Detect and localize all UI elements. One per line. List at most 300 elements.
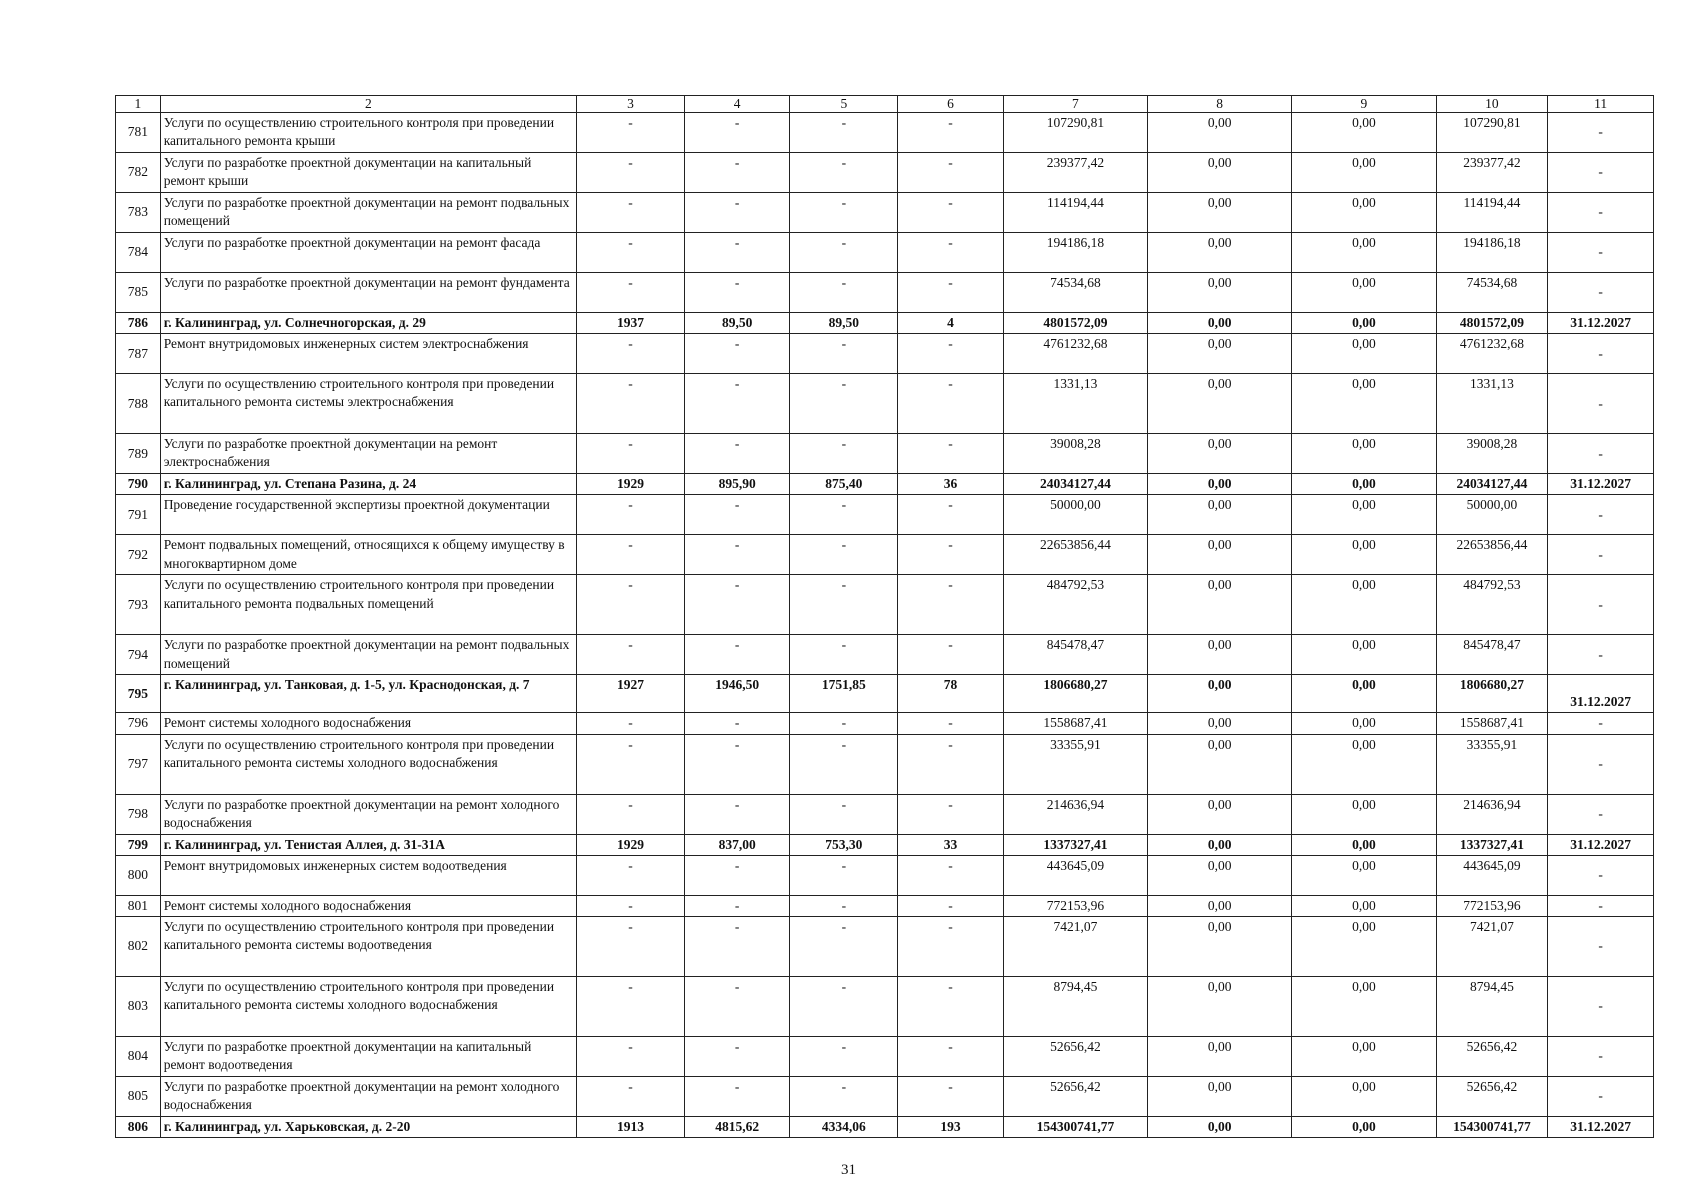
cell-c6: - <box>898 635 1004 675</box>
cell-c6: - <box>898 374 1004 434</box>
cell-c3: - <box>577 895 685 916</box>
cell-c10: 52656,42 <box>1436 1037 1548 1077</box>
cell-c8: 0,00 <box>1148 535 1292 575</box>
deadline-date: 31.12.2027 <box>1548 834 1654 855</box>
cell-c4: - <box>684 1037 790 1077</box>
row-number: 802 <box>116 917 161 977</box>
cell-c7: 22653856,44 <box>1003 535 1147 575</box>
cell-c11: - <box>1548 635 1654 675</box>
cell-c6: - <box>898 734 1004 794</box>
cell-c10: 239377,42 <box>1436 153 1548 193</box>
cell-c5: - <box>790 1037 898 1077</box>
address-cell: г. Калининград, ул. Степана Разина, д. 24 <box>160 474 576 495</box>
column-header: 1 <box>116 96 161 113</box>
cell-c4: - <box>684 535 790 575</box>
cell-c7: 194186,18 <box>1003 233 1147 273</box>
cell-c3: - <box>577 334 685 374</box>
cell-c3: - <box>577 635 685 675</box>
work-description: Услуги по осуществлению строительного контроля при проведении капитального ремонта подвальных помещений <box>160 575 576 635</box>
cell-c10: 24034127,44 <box>1436 474 1548 495</box>
cell-c3: - <box>577 434 685 474</box>
row-number: 781 <box>116 113 161 153</box>
cell-c9: 0,00 <box>1292 1077 1436 1117</box>
work-description: Услуги по разработке проектной документации на капитальный ремонт крыши <box>160 153 576 193</box>
cell-c10: 39008,28 <box>1436 434 1548 474</box>
cell-c10: 1806680,27 <box>1436 675 1548 713</box>
deadline-date: 31.12.2027 <box>1548 1117 1654 1138</box>
address-cell: г. Калининград, ул. Солнечногорская, д. 29 <box>160 313 576 334</box>
cell-c6: - <box>898 1037 1004 1077</box>
table-body <box>116 113 1654 1138</box>
cell-c6: - <box>898 193 1004 233</box>
cell-c11: - <box>1548 794 1654 834</box>
cell-c8: 0,00 <box>1148 675 1292 713</box>
cell-c4: - <box>684 635 790 675</box>
cell-c6: - <box>898 575 1004 635</box>
cell-c7: 239377,42 <box>1003 153 1147 193</box>
cell-c4: - <box>684 917 790 977</box>
cell-c10: 1558687,41 <box>1436 713 1548 734</box>
cell-c11: - <box>1548 434 1654 474</box>
cell-c3: - <box>577 113 685 153</box>
cell-c9: 0,00 <box>1292 273 1436 313</box>
cell-c6: - <box>898 794 1004 834</box>
cell-c3: 1913 <box>577 1117 685 1138</box>
cell-c3: - <box>577 153 685 193</box>
cell-c10: 74534,68 <box>1436 273 1548 313</box>
table-row <box>116 794 1654 834</box>
cell-c6: - <box>898 273 1004 313</box>
cell-c9: 0,00 <box>1292 977 1436 1037</box>
cell-c3: - <box>577 1077 685 1117</box>
cell-c8: 0,00 <box>1148 1077 1292 1117</box>
cell-c9: 0,00 <box>1292 334 1436 374</box>
cell-c8: 0,00 <box>1148 917 1292 977</box>
cell-c4: - <box>684 855 790 895</box>
cell-c7: 845478,47 <box>1003 635 1147 675</box>
cell-c9: 0,00 <box>1292 575 1436 635</box>
work-description: Ремонт внутридомовых инженерных систем водоотведения <box>160 855 576 895</box>
cell-c4: - <box>684 495 790 535</box>
cell-c5: - <box>790 535 898 575</box>
cell-c5: - <box>790 917 898 977</box>
cell-c11: - <box>1548 535 1654 575</box>
cell-c10: 114194,44 <box>1436 193 1548 233</box>
column-header: 2 <box>160 96 576 113</box>
cell-c7: 52656,42 <box>1003 1037 1147 1077</box>
cell-c8: 0,00 <box>1148 635 1292 675</box>
cell-c4: 4815,62 <box>684 1117 790 1138</box>
cell-c8: 0,00 <box>1148 193 1292 233</box>
cell-c11: - <box>1548 153 1654 193</box>
table-row <box>116 535 1654 575</box>
work-description: Услуги по осуществлению строительного контроля при проведении капитального ремонта системы электроснабжения <box>160 374 576 434</box>
work-description: Услуги по осуществлению строительного контроля при проведении капитального ремонта системы холодного водоснабжения <box>160 734 576 794</box>
cell-c9: 0,00 <box>1292 734 1436 794</box>
column-header: 11 <box>1548 96 1654 113</box>
table-row-address <box>116 834 1654 855</box>
cell-c6: - <box>898 713 1004 734</box>
work-description: Услуги по разработке проектной документации на ремонт подвальных помещений <box>160 193 576 233</box>
cell-c5: - <box>790 113 898 153</box>
cell-c9: 0,00 <box>1292 113 1436 153</box>
work-description: Услуги по осуществлению строительного контроля при проведении капитального ремонта системы водоотведения <box>160 917 576 977</box>
cell-c10: 1331,13 <box>1436 374 1548 434</box>
work-description: Ремонт системы холодного водоснабжения <box>160 713 576 734</box>
row-number: 786 <box>116 313 161 334</box>
cell-c5: - <box>790 193 898 233</box>
cell-c5: - <box>790 495 898 535</box>
cell-c11: - <box>1548 575 1654 635</box>
work-description: Услуги по осуществлению строительного контроля при проведении капитального ремонта системы холодного водоснабжения <box>160 977 576 1037</box>
cell-c5: - <box>790 153 898 193</box>
cell-c7: 39008,28 <box>1003 434 1147 474</box>
cell-c4: 89,50 <box>684 313 790 334</box>
cell-c4: - <box>684 895 790 916</box>
cell-c9: 0,00 <box>1292 635 1436 675</box>
cell-c7: 772153,96 <box>1003 895 1147 916</box>
cell-c5: - <box>790 977 898 1037</box>
column-header: 6 <box>898 96 1004 113</box>
cell-c10: 1337327,41 <box>1436 834 1548 855</box>
cell-c6: 33 <box>898 834 1004 855</box>
cell-c10: 772153,96 <box>1436 895 1548 916</box>
work-description: Проведение государственной экспертизы проектной документации <box>160 495 576 535</box>
cell-c11: - <box>1548 374 1654 434</box>
cell-c4: - <box>684 153 790 193</box>
cell-c3: - <box>577 575 685 635</box>
table-row <box>116 495 1654 535</box>
cell-c11: - <box>1548 917 1654 977</box>
row-number: 782 <box>116 153 161 193</box>
cell-c4: - <box>684 273 790 313</box>
cell-c8: 0,00 <box>1148 794 1292 834</box>
cell-c7: 50000,00 <box>1003 495 1147 535</box>
cell-c3: 1937 <box>577 313 685 334</box>
work-description: Услуги по разработке проектной документации на ремонт электроснабжения <box>160 434 576 474</box>
cell-c4: - <box>684 374 790 434</box>
header-row <box>116 96 1654 113</box>
cell-c11: - <box>1548 193 1654 233</box>
row-number: 793 <box>116 575 161 635</box>
deadline-date: 31.12.2027 <box>1548 313 1654 334</box>
cell-c7: 52656,42 <box>1003 1077 1147 1117</box>
column-header: 7 <box>1003 96 1147 113</box>
cell-c9: 0,00 <box>1292 434 1436 474</box>
cell-c8: 0,00 <box>1148 273 1292 313</box>
cell-c5: - <box>790 635 898 675</box>
table-row <box>116 193 1654 233</box>
row-number: 806 <box>116 1117 161 1138</box>
cell-c4: - <box>684 977 790 1037</box>
cell-c3: - <box>577 233 685 273</box>
row-number: 803 <box>116 977 161 1037</box>
row-number: 801 <box>116 895 161 916</box>
cell-c8: 0,00 <box>1148 713 1292 734</box>
table-row <box>116 977 1654 1037</box>
cell-c9: 0,00 <box>1292 917 1436 977</box>
cell-c6: - <box>898 895 1004 916</box>
table-row <box>116 434 1654 474</box>
cell-c5: - <box>790 273 898 313</box>
page-number: 31 <box>841 1162 856 1178</box>
cell-c7: 1331,13 <box>1003 374 1147 434</box>
column-header: 10 <box>1436 96 1548 113</box>
cell-c8: 0,00 <box>1148 334 1292 374</box>
deadline-date: 31.12.2027 <box>1548 675 1654 713</box>
row-number: 804 <box>116 1037 161 1077</box>
cell-c8: 0,00 <box>1148 313 1292 334</box>
table-row <box>116 917 1654 977</box>
table-row <box>116 1077 1654 1117</box>
cell-c10: 443645,09 <box>1436 855 1548 895</box>
cell-c10: 845478,47 <box>1436 635 1548 675</box>
address-cell: г. Калининград, ул. Тенистая Аллея, д. 31-31А <box>160 834 576 855</box>
cell-c7: 7421,07 <box>1003 917 1147 977</box>
cell-c4: - <box>684 794 790 834</box>
cell-c3: - <box>577 734 685 794</box>
row-number: 791 <box>116 495 161 535</box>
cell-c3: - <box>577 193 685 233</box>
table-row-address <box>116 474 1654 495</box>
cell-c4: 895,90 <box>684 474 790 495</box>
cell-c6: 193 <box>898 1117 1004 1138</box>
cell-c9: 0,00 <box>1292 193 1436 233</box>
cell-c11: - <box>1548 495 1654 535</box>
cell-c7: 24034127,44 <box>1003 474 1147 495</box>
cell-c9: 0,00 <box>1292 834 1436 855</box>
row-number: 789 <box>116 434 161 474</box>
cell-c9: 0,00 <box>1292 794 1436 834</box>
table-row <box>116 233 1654 273</box>
cell-c7: 1558687,41 <box>1003 713 1147 734</box>
cell-c5: - <box>790 233 898 273</box>
cell-c8: 0,00 <box>1148 895 1292 916</box>
table-row-address <box>116 675 1654 713</box>
cell-c11: - <box>1548 734 1654 794</box>
cell-c7: 74534,68 <box>1003 273 1147 313</box>
cell-c7: 484792,53 <box>1003 575 1147 635</box>
table-row <box>116 273 1654 313</box>
cell-c3: 1927 <box>577 675 685 713</box>
cell-c5: 1751,85 <box>790 675 898 713</box>
row-number: 790 <box>116 474 161 495</box>
cell-c3: 1929 <box>577 474 685 495</box>
cell-c11: - <box>1548 713 1654 734</box>
cell-c9: 0,00 <box>1292 713 1436 734</box>
cell-c3: - <box>577 855 685 895</box>
cell-c8: 0,00 <box>1148 1037 1292 1077</box>
row-number: 783 <box>116 193 161 233</box>
column-header: 5 <box>790 96 898 113</box>
cell-c10: 4801572,09 <box>1436 313 1548 334</box>
row-number: 787 <box>116 334 161 374</box>
table-row <box>116 575 1654 635</box>
table-row <box>116 1037 1654 1077</box>
table-row <box>116 635 1654 675</box>
cell-c8: 0,00 <box>1148 113 1292 153</box>
row-number: 784 <box>116 233 161 273</box>
cell-c3: - <box>577 273 685 313</box>
cell-c8: 0,00 <box>1148 834 1292 855</box>
cell-c5: - <box>790 734 898 794</box>
work-description: Услуги по разработке проектной документации на ремонт фундамента <box>160 273 576 313</box>
row-number: 796 <box>116 713 161 734</box>
cell-c4: - <box>684 575 790 635</box>
cell-c3: - <box>577 535 685 575</box>
cell-c9: 0,00 <box>1292 855 1436 895</box>
column-header: 9 <box>1292 96 1436 113</box>
work-description: Услуги по разработке проектной документации на капитальный ремонт водоотведения <box>160 1037 576 1077</box>
cell-c7: 4761232,68 <box>1003 334 1147 374</box>
cell-c4: - <box>684 233 790 273</box>
cell-c5: 89,50 <box>790 313 898 334</box>
cell-c6: - <box>898 1077 1004 1117</box>
address-cell: г. Калининград, ул. Харьковская, д. 2-20 <box>160 1117 576 1138</box>
work-description: Услуги по разработке проектной документации на ремонт фасада <box>160 233 576 273</box>
cell-c6: 78 <box>898 675 1004 713</box>
cell-c5: - <box>790 1077 898 1117</box>
cell-c7: 107290,81 <box>1003 113 1147 153</box>
work-description: Услуги по разработке проектной документации на ремонт холодного водоснабжения <box>160 1077 576 1117</box>
cell-c11: - <box>1548 895 1654 916</box>
column-header: 3 <box>577 96 685 113</box>
table-row <box>116 374 1654 434</box>
cell-c4: - <box>684 113 790 153</box>
cell-c10: 154300741,77 <box>1436 1117 1548 1138</box>
cell-c9: 0,00 <box>1292 233 1436 273</box>
row-number: 799 <box>116 834 161 855</box>
cell-c7: 4801572,09 <box>1003 313 1147 334</box>
cell-c6: - <box>898 495 1004 535</box>
row-number: 795 <box>116 675 161 713</box>
cell-c5: 4334,06 <box>790 1117 898 1138</box>
cell-c8: 0,00 <box>1148 474 1292 495</box>
cell-c10: 107290,81 <box>1436 113 1548 153</box>
row-number: 805 <box>116 1077 161 1117</box>
cell-c3: - <box>577 713 685 734</box>
cell-c6: - <box>898 855 1004 895</box>
cell-c6: - <box>898 334 1004 374</box>
row-number: 800 <box>116 855 161 895</box>
cell-c10: 4761232,68 <box>1436 334 1548 374</box>
work-description: Ремонт подвальных помещений, относящихся к общему имуществу в многоквартирном доме <box>160 535 576 575</box>
cell-c7: 154300741,77 <box>1003 1117 1147 1138</box>
cell-c11: - <box>1548 1077 1654 1117</box>
table-row <box>116 113 1654 153</box>
cell-c7: 114194,44 <box>1003 193 1147 233</box>
cell-c9: 0,00 <box>1292 895 1436 916</box>
cell-c8: 0,00 <box>1148 575 1292 635</box>
table-row <box>116 153 1654 193</box>
column-header: 8 <box>1148 96 1292 113</box>
deadline-date: 31.12.2027 <box>1548 474 1654 495</box>
cell-c10: 214636,94 <box>1436 794 1548 834</box>
row-number: 792 <box>116 535 161 575</box>
cell-c6: - <box>898 535 1004 575</box>
cell-c6: 36 <box>898 474 1004 495</box>
table-row <box>116 855 1654 895</box>
cell-c4: - <box>684 193 790 233</box>
cell-c6: - <box>898 233 1004 273</box>
cell-c10: 8794,45 <box>1436 977 1548 1037</box>
work-description: Услуги по осуществлению строительного контроля при проведении капитального ремонта крыши <box>160 113 576 153</box>
work-description: Ремонт внутридомовых инженерных систем электроснабжения <box>160 334 576 374</box>
column-header: 4 <box>684 96 790 113</box>
cell-c10: 33355,91 <box>1436 734 1548 794</box>
cell-c8: 0,00 <box>1148 977 1292 1037</box>
cell-c4: - <box>684 1077 790 1117</box>
cell-c10: 50000,00 <box>1436 495 1548 535</box>
cell-c8: 0,00 <box>1148 734 1292 794</box>
cell-c4: 837,00 <box>684 834 790 855</box>
cell-c7: 1337327,41 <box>1003 834 1147 855</box>
work-description: Услуги по разработке проектной документации на ремонт холодного водоснабжения <box>160 794 576 834</box>
table-row <box>116 713 1654 734</box>
cell-c3: - <box>577 495 685 535</box>
table-row-address <box>116 1117 1654 1138</box>
cell-c5: 875,40 <box>790 474 898 495</box>
cell-c6: 4 <box>898 313 1004 334</box>
cell-c10: 22653856,44 <box>1436 535 1548 575</box>
cell-c5: - <box>790 855 898 895</box>
cell-c11: - <box>1548 1037 1654 1077</box>
cell-c6: - <box>898 153 1004 193</box>
cell-c9: 0,00 <box>1292 1037 1436 1077</box>
data-table-wrapper <box>115 95 1654 1138</box>
cell-c3: - <box>577 374 685 434</box>
cell-c9: 0,00 <box>1292 474 1436 495</box>
row-number: 788 <box>116 374 161 434</box>
cell-c11: - <box>1548 855 1654 895</box>
cell-c5: - <box>790 374 898 434</box>
cell-c11: - <box>1548 113 1654 153</box>
table-row <box>116 334 1654 374</box>
cell-c4: - <box>684 334 790 374</box>
cell-c4: 1946,50 <box>684 675 790 713</box>
cell-c11: - <box>1548 977 1654 1037</box>
cell-c5: 753,30 <box>790 834 898 855</box>
cell-c8: 0,00 <box>1148 374 1292 434</box>
cell-c5: - <box>790 794 898 834</box>
table-row <box>116 734 1654 794</box>
data-table <box>115 95 1654 1138</box>
row-number: 797 <box>116 734 161 794</box>
cell-c10: 52656,42 <box>1436 1077 1548 1117</box>
cell-c5: - <box>790 334 898 374</box>
address-cell: г. Калининград, ул. Танковая, д. 1-5, ул. Краснодонская, д. 7 <box>160 675 576 713</box>
cell-c8: 0,00 <box>1148 1117 1292 1138</box>
cell-c6: - <box>898 917 1004 977</box>
cell-c10: 194186,18 <box>1436 233 1548 273</box>
cell-c5: - <box>790 575 898 635</box>
cell-c9: 0,00 <box>1292 374 1436 434</box>
row-number: 794 <box>116 635 161 675</box>
cell-c6: - <box>898 434 1004 474</box>
cell-c4: - <box>684 734 790 794</box>
cell-c8: 0,00 <box>1148 434 1292 474</box>
cell-c3: - <box>577 794 685 834</box>
cell-c5: - <box>790 434 898 474</box>
cell-c9: 0,00 <box>1292 495 1436 535</box>
cell-c5: - <box>790 713 898 734</box>
cell-c7: 33355,91 <box>1003 734 1147 794</box>
cell-c7: 8794,45 <box>1003 977 1147 1037</box>
cell-c4: - <box>684 434 790 474</box>
cell-c9: 0,00 <box>1292 1117 1436 1138</box>
cell-c11: - <box>1548 233 1654 273</box>
cell-c4: - <box>684 713 790 734</box>
